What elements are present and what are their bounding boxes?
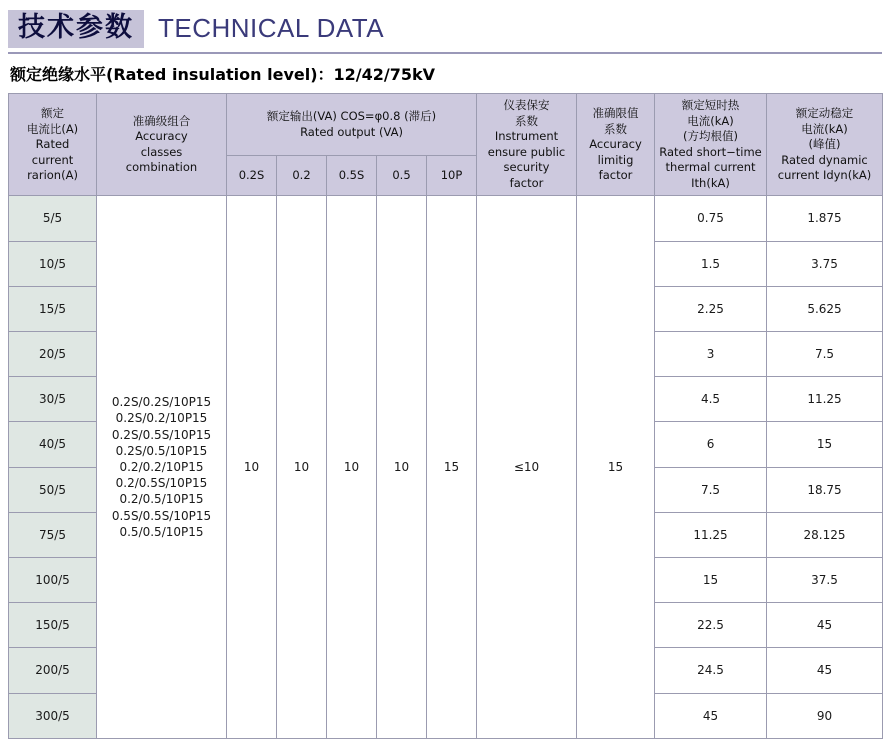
cell-thermal-current: 7.5 <box>655 467 767 512</box>
cell-output-0.2: 10 <box>277 196 327 738</box>
cell-thermal-current: 15 <box>655 557 767 602</box>
cell-thermal-current: 1.5 <box>655 241 767 286</box>
cell-dynamic-current: 11.25 <box>767 377 883 422</box>
cell-output-0.2S: 10 <box>227 196 277 738</box>
header-output-0.2: 0.2 <box>277 155 327 196</box>
cell-current-ratio: 75/5 <box>9 512 97 557</box>
cell-dynamic-current: 1.875 <box>767 196 883 241</box>
cell-current-ratio: 40/5 <box>9 422 97 467</box>
cell-dynamic-current: 7.5 <box>767 332 883 377</box>
cell-current-ratio: 30/5 <box>9 377 97 422</box>
page-title-english: TECHNICAL DATA <box>158 12 385 43</box>
cell-dynamic-current: 90 <box>767 693 883 738</box>
cell-dynamic-current: 3.75 <box>767 241 883 286</box>
cell-thermal-current: 22.5 <box>655 603 767 648</box>
technical-data-table <box>8 93 883 738</box>
cell-thermal-current: 0.75 <box>655 196 767 241</box>
header-rated-short-time-thermal-current: 额定短时热 电流(kA) (方均根值) Rated short−time thermal current Ith(kA) <box>655 94 767 196</box>
cell-current-ratio: 5/5 <box>9 196 97 241</box>
cell-thermal-current: 11.25 <box>655 512 767 557</box>
header-rated-output: 额定输出(VA) COS=φ0.8 (滞后) Rated output (VA) <box>227 94 477 155</box>
cell-dynamic-current: 45 <box>767 603 883 648</box>
accuracy-line: 0.2S/0.2S/10P15 <box>111 395 212 410</box>
cell-thermal-current: 4.5 <box>655 377 767 422</box>
table-row <box>9 196 883 241</box>
cell-current-ratio: 15/5 <box>9 286 97 331</box>
cell-current-ratio: 10/5 <box>9 241 97 286</box>
header-output-10P: 10P <box>427 155 477 196</box>
title-divider <box>8 52 882 54</box>
cell-accuracy-combination <box>97 196 227 738</box>
header-instrument-security-factor: 仪表保安 系数 Instrument ensure public security factor <box>477 94 577 196</box>
cell-current-ratio: 200/5 <box>9 648 97 693</box>
cell-accuracy-limit-factor: 15 <box>577 196 655 738</box>
cell-current-ratio: 20/5 <box>9 332 97 377</box>
cell-thermal-current: 45 <box>655 693 767 738</box>
accuracy-line: 0.5/0.5/10P15 <box>119 524 204 539</box>
cell-dynamic-current: 15 <box>767 422 883 467</box>
page-title-row <box>8 0 882 52</box>
header-rated-dynamic-current: 额定动稳定 电流(kA) (峰值) Rated dynamic current Idyn(kA) <box>767 94 883 196</box>
header-row-main <box>9 94 883 155</box>
accuracy-line: 0.2/0.2/10P15 <box>119 459 204 474</box>
cell-current-ratio: 100/5 <box>9 557 97 602</box>
header-accuracy-classes: 准确级组合 Accuracy classes combination <box>97 94 227 196</box>
cell-output-0.5S: 10 <box>327 196 377 738</box>
cell-dynamic-current: 45 <box>767 648 883 693</box>
cell-current-ratio: 300/5 <box>9 693 97 738</box>
cell-dynamic-current: 37.5 <box>767 557 883 602</box>
header-output-0.5: 0.5 <box>377 155 427 196</box>
cell-dynamic-current: 28.125 <box>767 512 883 557</box>
cell-thermal-current: 24.5 <box>655 648 767 693</box>
cell-current-ratio: 150/5 <box>9 603 97 648</box>
accuracy-line: 0.2S/0.5/10P15 <box>115 443 208 458</box>
table-header <box>9 94 883 196</box>
rated-insulation-level: 额定绝缘水平(Rated insulation level)：12/42/75kV <box>10 65 436 85</box>
accuracy-line: 0.2/0.5S/10P15 <box>115 476 208 491</box>
header-current-ratio: 额定 电流比(A) Rated current rarion(A) <box>9 94 97 196</box>
header-output-0.5S: 0.5S <box>327 155 377 196</box>
cell-thermal-current: 6 <box>655 422 767 467</box>
cell-dynamic-current: 5.625 <box>767 286 883 331</box>
header-output-0.2S: 0.2S <box>227 155 277 196</box>
cell-output-10P: 15 <box>427 196 477 738</box>
accuracy-line: 0.2S/0.2/10P15 <box>115 411 208 426</box>
cell-current-ratio: 50/5 <box>9 467 97 512</box>
table-body <box>9 196 883 738</box>
accuracy-line: 0.2/0.5/10P15 <box>119 492 204 507</box>
cell-dynamic-current: 18.75 <box>767 467 883 512</box>
cell-thermal-current: 2.25 <box>655 286 767 331</box>
cell-instrument-security-factor: ≤10 <box>477 196 577 738</box>
accuracy-line: 0.2S/0.5S/10P15 <box>111 427 212 442</box>
accuracy-line: 0.5S/0.5S/10P15 <box>111 508 212 523</box>
page-title-chinese: 技术参数 <box>8 10 144 48</box>
cell-output-0.5: 10 <box>377 196 427 738</box>
cell-thermal-current: 3 <box>655 332 767 377</box>
header-accuracy-limit-factor: 准确限值 系数 Accuracy limitig factor <box>577 94 655 196</box>
